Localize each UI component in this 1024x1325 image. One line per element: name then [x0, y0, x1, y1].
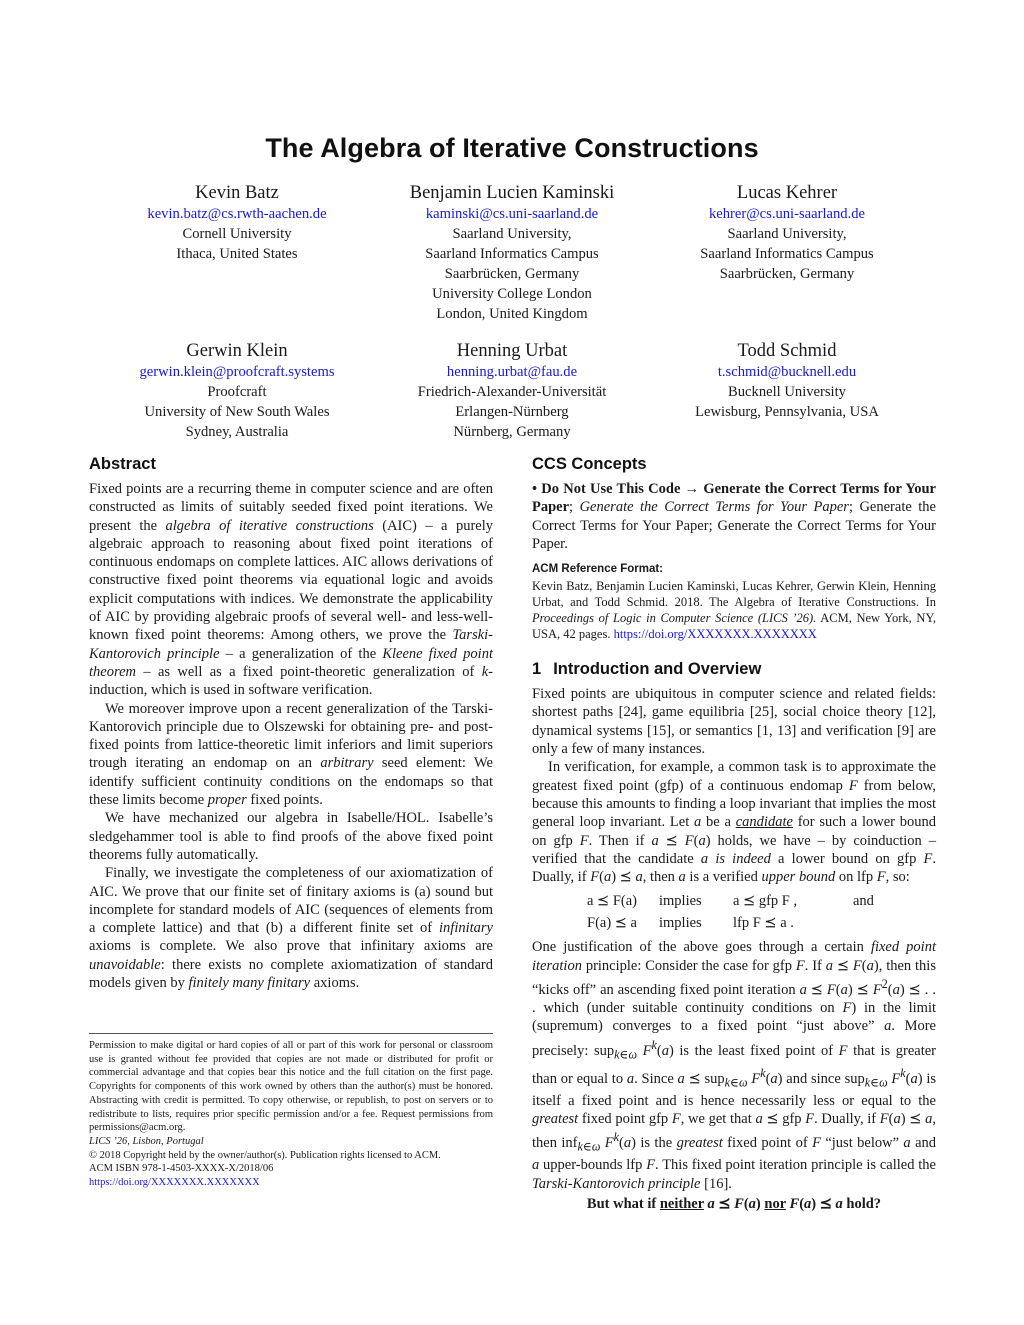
author-email[interactable]: kevin.batz@cs.rwth-aachen.de	[147, 206, 327, 222]
abstract-heading: Abstract	[89, 455, 156, 473]
author-email[interactable]: henning.urbat@fau.de	[446, 364, 578, 380]
copyright-text: © 2018 Copyright held by the owner/author(s). Publication rights licensed to ACM.	[89, 1149, 441, 1161]
author-affiliation: Cornell University	[182, 226, 292, 242]
permission-footnote	[89, 1033, 493, 1190]
display-math	[587, 890, 936, 934]
author-affiliation: Saarland University,	[727, 226, 847, 242]
paper-title: The Algebra of Iterative Constructions	[265, 133, 759, 163]
author-name: Henning Urbat	[456, 341, 568, 361]
abstract-paragraph: Fixed points are a recurring theme in computer science and are often constructed as limits of suitably seeded fixed point iterations. We present the algebra of iterative constructions (AIC) – a purely algebraic approach to reasoning about fixed point iterations of continuous endomaps on complete lattices. AIC allows derivations of constructive fixed point theorems via equational logic and avoids explicit computations with indices. We demonstrate the applicability of AIC by providing algebraic proofs of several well- and less-well-known fixed point theorems: Among others, we prove the Tarski-Kantorovich principle – a generalization of the Kleene fixed point theorem – as well as a fixed point-theoretic generalization of k-induction, which is used in software verification.	[89, 481, 494, 699]
abstract-paragraph: Finally, we investigate the completeness of our axiomatization of AIC. We prove that our finite set of finitary axioms is (a) sound but incomplete for standard models of AIC (sequences of elements from a complete lattice) and that (b) a different finite set of infinitary axioms is complete. We also prove that infinitary axioms are unavoidable: there exists no complete axiomatization of standard models given by finitely many finitary axioms.	[89, 865, 493, 992]
author-affiliation: Saarland Informatics Campus	[700, 246, 874, 262]
math-cell: F(a) ⪯ a	[587, 915, 637, 932]
author-name: Lucas Kehrer	[736, 183, 838, 203]
author-email[interactable]: kaminski@cs.uni-saarland.de	[425, 206, 599, 222]
math-cell: a ⪯ gfp F ,	[733, 893, 798, 910]
math-cell: lfp F ⪯ a .	[733, 915, 794, 932]
reference-format-heading: ACM Reference Format:	[532, 563, 663, 576]
author-affiliation: University of New South Wales	[144, 404, 330, 420]
author-name: Todd Schmid	[737, 341, 837, 361]
author-name: Benjamin Lucien Kaminski	[409, 183, 615, 203]
venue-text: LICS ’26, Lisbon, Portugal	[89, 1135, 204, 1147]
author-block	[662, 340, 912, 422]
author-name: Kevin Batz	[195, 183, 279, 203]
author-affiliation: Saarland Informatics Campus	[425, 246, 599, 262]
author-email[interactable]: t.schmid@bucknell.edu	[717, 364, 857, 380]
open-question: But what if neither a ⪯ F(a) nor F(a) ⪯ a hold?	[586, 1196, 882, 1212]
author-affiliation: Ithaca, United States	[176, 246, 298, 262]
author-affiliation: University College London	[432, 286, 592, 302]
section-heading: 1 Introduction and Overview	[532, 660, 762, 679]
intro-paragraph: Fixed points are ubiquitous in computer science and related fields: shortest paths [24], game equilibria [25], social choice theory [12], dynamical systems [15], or semantics [1, 13] and verification [9] are only a few of many instances.	[532, 686, 936, 758]
author-email[interactable]: kehrer@cs.uni-saarland.de	[708, 206, 866, 222]
author-name: Gerwin Klein	[186, 341, 288, 361]
author-affiliation: Friedrich-Alexander-Universität	[417, 384, 607, 400]
intro-paragraph: In verification, for example, a common task is to approximate the greatest fixed point (gfp) of a continuous endomap F from below, because this amounts to finding a loop invariant that implies the most general loop invariant. Let a be a candidate for such a lower bound on gfp F. Then if a ⪯ F(a) holds, we have – by coinduction – verified that the candidate a is indeed a lower bound on gfp F. Dually, if F(a) ⪯ a, then a is a verified upper bound on lfp F, so:	[532, 759, 937, 886]
author-email[interactable]: gerwin.klein@proofcraft.systems	[139, 364, 335, 380]
author-affiliation: Saarbrücken, Germany	[719, 266, 855, 282]
permission-text: Permission to make digital or hard copies of all or part of this work for personal or classroom use is granted without fee provided that copies are not made or distributed for profit or commercial advantage and that copies bear this notice and the full citation on the first page. Copyrights for components of this work owned by others than the author(s) must be honored. Abstracting with credit is permitted. To copy otherwise, or republish, to post on servers or to redistribute to lists, requires prior specific permission and/or a fee. Request permissions from permissions@acm.org.	[89, 1040, 493, 1134]
author-block	[382, 340, 642, 442]
author-affiliation: Saarbrücken, Germany	[444, 266, 580, 282]
author-block	[112, 182, 362, 264]
intro-paragraph: One justification of the above goes through a certain fixed point iteration principle: Consider the case for gfp F. If a ⪯ F(a), then this “kicks off” an ascending fixed point iteration a ⪯ F(a) ⪯ $F^2(a)$ ⪯ . . . which (under suitable continuity conditions on F) in the limit (supremum) converges to a fixed point “just above” a. More precisely: sup$_{k\in\omega}$ $F^k(a)$ is the least fixed point of F that is greater than or equal to a. Since a ⪯ sup$_{k\in\omega}$ $F^k(a)$ and since sup$_{k\in\omega}$ $F^k(a)$ is itself a fixed point and is hence necessarily less or equal to the greatest fixed point gfp F, we get that a ⪯ gfp F. Dually, if F(a) ⪯ a, then inf$_{k\in\omega}$ $F^k(a)$ is the greatest fixed point of F “just below” a and a upper-bounds lfp F. This fixed point iteration principle is called the Tarski-Kantorovich principle [16].	[532, 939, 937, 1192]
reference-doi-link[interactable]: https://doi.org/XXXXXXX.XXXXXXX	[613, 627, 817, 642]
abstract-section	[89, 455, 493, 992]
author-block	[112, 340, 362, 442]
math-cell: implies	[659, 893, 702, 910]
math-cell: and	[853, 893, 874, 910]
ccs-concepts: • Do Not Use This Code → Generate the Correct Terms for Your Paper; Generate the Correct Terms for Your Paper; Generate the Correct Terms for Your Paper; Generate the Correct Terms for Your Paper.	[532, 481, 936, 552]
reference-format-text: Kevin Batz, Benjamin Lucien Kaminski, Lucas Kehrer, Gerwin Klein, Henning Urbat, and Todd Schmid. 2018. The Algebra of Iterative Constructions. In Proceedings of Logic in Computer Science (LICS ’26). ACM, New York, NY, USA, 42 pages. https://doi.org/XXXXXXX.XXXXXXX	[532, 579, 937, 642]
author-affiliation: Proofcraft	[207, 384, 267, 400]
author-affiliation: Bucknell University	[728, 384, 846, 400]
author-affiliation: Sydney, Australia	[185, 424, 289, 440]
author-block	[662, 182, 912, 284]
abstract-paragraph: We moreover improve upon a recent generalization of the Tarski-Kantorovich principle due to Olszewski for obtaining pre- and post-fixed points from lattice-theoretic limit inferiors and limit superiors trough iterating an endomap on an arbitrary seed element: We identify sufficient continuity conditions on the endomaps so that these limits become proper fixed points.	[89, 700, 493, 809]
author-affiliation: Erlangen-Nürnberg	[455, 404, 569, 420]
ccs-heading: CCS Concepts	[532, 455, 647, 473]
author-affiliation: Lewisburg, Pennsylvania, USA	[695, 404, 879, 420]
author-affiliation: Saarland University,	[452, 226, 572, 242]
doi-link[interactable]: https://doi.org/XXXXXXX.XXXXXXX	[89, 1177, 260, 1189]
author-block	[382, 182, 642, 324]
author-affiliation: London, United Kingdom	[436, 306, 588, 322]
math-cell: implies	[659, 915, 702, 932]
right-column	[532, 455, 936, 1213]
math-cell: a ⪯ F(a)	[587, 893, 637, 910]
author-affiliation: Nürnberg, Germany	[453, 424, 571, 440]
isbn-text: ACM ISBN 978-1-4503-XXXX-X/2018/06	[89, 1163, 274, 1175]
abstract-paragraph: We have mechanized our algebra in Isabelle/HOL. Isabelle’s sledgehammer tool is able to find proofs of the above fixed point theorems fully automatically.	[89, 810, 493, 863]
